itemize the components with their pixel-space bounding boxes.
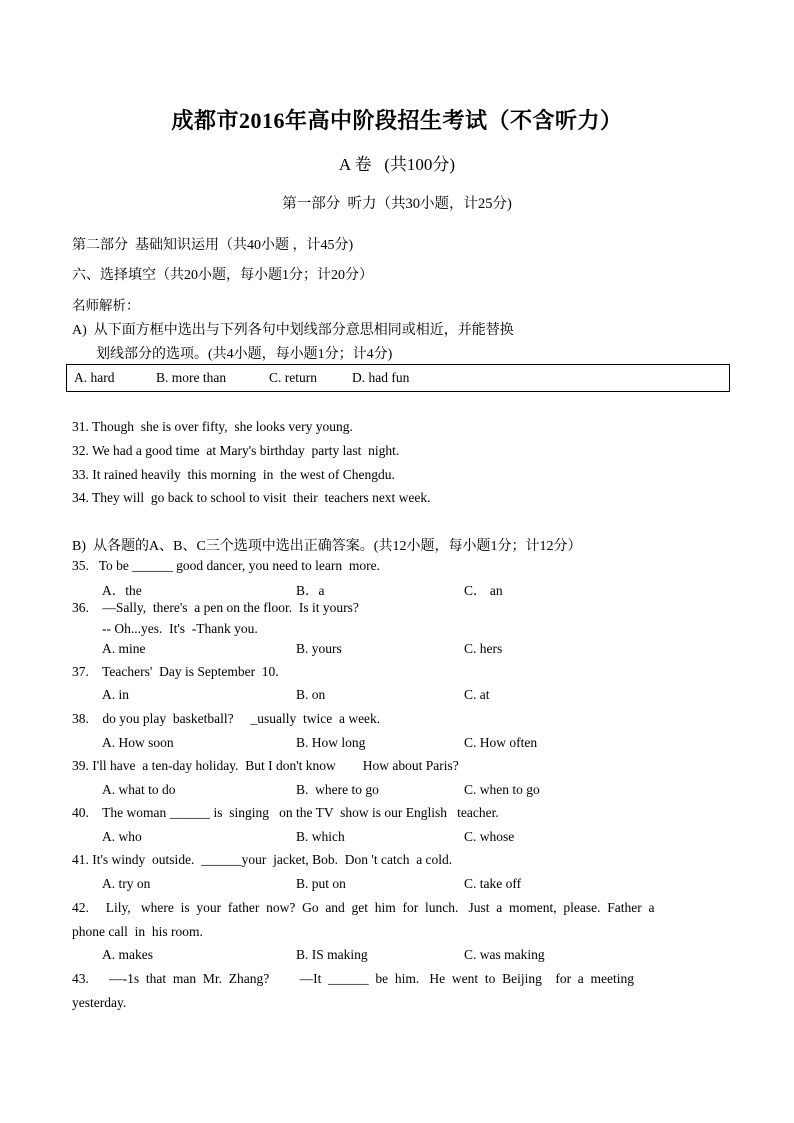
question-40-stem: 40. The woman ______ is singing on the TV show is our English teacher. [72, 805, 499, 820]
box-option-a: A. hard [74, 370, 115, 385]
q41-option-b: B. put on [296, 876, 346, 891]
question-35-stem: 35. To be ______ good dancer, you need to learn more. [72, 558, 380, 573]
q37-option-c: C. at [464, 687, 490, 702]
box-option-b: B. more than [156, 370, 227, 385]
q39-option-a: A. what to do [102, 782, 176, 797]
question-42-stem-line2: phone call in his room. [72, 924, 203, 939]
section-a-instruction-line1: A) 从下面方框中选出与下列各句中划线部分意思相同或相近，并能替换 [72, 323, 514, 338]
sentence-34: 34. They will go back to school to visit their teachers next week. [72, 490, 431, 505]
q35-option-a: A．the [102, 583, 142, 598]
q40-option-b: B. which [296, 829, 345, 844]
q38-option-c: C. How often [464, 735, 538, 750]
q42-option-a: A. makes [102, 947, 153, 962]
part1-heading: 第一部分 听力（共30小题，计25分) [282, 196, 512, 212]
q40-option-c: C. whose [464, 829, 515, 844]
question-39-stem: 39. I'll have a ten-day holiday. But I don't know How about Paris? [72, 758, 459, 773]
sentence-32: 32. We had a good time at Mary's birthday party last night. [72, 443, 400, 458]
part2-heading: 第二部分 基础知识运用（共40小题 ，计45分) [72, 238, 354, 253]
question-43-stem: 43. —-1s that man Mr. Zhang? —It ______ be him. He went to Beijing for a meeting [72, 971, 635, 986]
options-box [66, 364, 730, 392]
teacher-note-label: 名师解析： [72, 298, 140, 313]
sentence-33: 33. It rained heavily this morning in the west of Chengdu. [72, 467, 395, 482]
q42-option-b: B. IS making [296, 947, 368, 962]
q35-option-c: C． an [464, 583, 503, 598]
q36-option-a: A. mine [102, 641, 146, 656]
question-36-stem-line2: -- Oh...yes. It's -Thank you. [102, 621, 258, 636]
question-38-stem: 38. do you play basketball? _usually twice a week. [72, 711, 381, 726]
q35-option-b: B．a [296, 583, 325, 598]
paper-subtitle: A 卷 (共100分) [338, 155, 456, 174]
q36-option-b: B. yours [296, 641, 342, 656]
q42-option-c: C. was making [464, 947, 545, 962]
q37-option-a: A. in [102, 687, 129, 702]
q38-option-b: B. How long [296, 735, 366, 750]
question-41-stem: 41. It's windy outside. ______your jacket, Bob. Don 't catch a cold. [72, 852, 453, 867]
section-a-instruction-line2: 划线部分的选项。(共4小题，每小题1分；计4分) [96, 347, 393, 362]
q39-option-c: C. when to go [464, 782, 540, 797]
question-43-stem-line2: yesterday. [72, 995, 127, 1010]
q41-option-c: C. take off [464, 876, 522, 891]
section-b-instruction: B) 从各题的A、B、C三个选项中选出正确答案。(共12小题，每小题1分；计12分） [72, 539, 582, 554]
q36-option-c: C. hers [464, 641, 503, 656]
q41-option-a: A. try on [102, 876, 151, 891]
q39-option-b: B. where to go [296, 782, 379, 797]
q37-option-b: B. on [296, 687, 326, 702]
sentence-31: 31. Though she is over fifty, she looks very young. [72, 419, 353, 434]
q38-option-a: A. How soon [102, 735, 174, 750]
q40-option-a: A. who [102, 829, 142, 844]
page-title: 成都市2016年高中阶段招生考试（不含听力） [171, 108, 623, 133]
box-option-c: C. return [269, 370, 317, 385]
question-36-stem: 36. —Sally, there's a pen on the floor. Is it yours? [72, 600, 359, 615]
question-42-stem: 42. Lily, where is your father now? Go and get him for lunch. Just a moment, please. Father a [72, 900, 655, 915]
question-37-stem: 37. Teachers' Day is September 10. [72, 664, 279, 679]
section6-heading: 六、选择填空（共20小题，每小题1分；计20分） [72, 268, 373, 283]
box-option-d: D. had fun [352, 370, 410, 385]
